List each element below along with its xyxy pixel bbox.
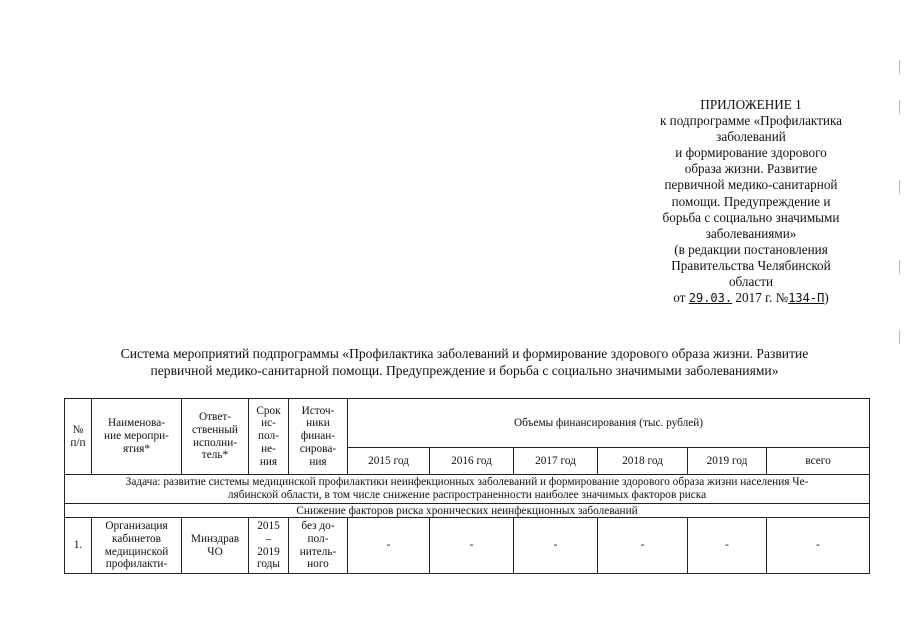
- row-name: Организация кабинетов медицинской профилакти-: [92, 518, 182, 574]
- resolution-date-line: [620, 290, 882, 306]
- header-num: № п/п: [65, 399, 92, 475]
- date-year: 2017 г. №: [735, 290, 789, 306]
- row-value-2018: -: [598, 518, 688, 574]
- row-value-2015: -: [348, 518, 430, 574]
- header-name: Наименова- ние меропри- ятия*: [92, 399, 182, 475]
- appendix-line: заболеваниями»: [705, 225, 797, 241]
- resolution-number: 134-П: [788, 291, 825, 306]
- header-year-2017: 2017 год: [514, 448, 598, 475]
- appendix-line: области: [728, 274, 774, 290]
- resolution-date: 29.03.: [688, 291, 733, 306]
- row-value-2016: -: [430, 518, 514, 574]
- appendix-block: [620, 97, 882, 306]
- appendix-line: Правительства Челябинской: [671, 257, 831, 273]
- row-num: 1.: [65, 518, 92, 574]
- appendix-line: борьба с социально значимыми: [662, 209, 840, 225]
- date-prefix: от: [673, 290, 686, 306]
- header-year-2015: 2015 год: [348, 448, 430, 475]
- appendix-line: первичной медико-санитарной: [664, 177, 838, 193]
- task-text: Задача: развитие системы медицинской профилактики неинфекционных заболеваний и формирование здорового образа жизни населения Че- лябинской области, в том числе снижение распространенности наиболее значимых факторов риска: [65, 475, 870, 504]
- system-title-line: первичной медико-санитарной помощи. Предупреждение и борьба с социально значимыми заболеваниями»: [150, 363, 779, 378]
- row-executor: Минздрав ЧО: [182, 518, 249, 574]
- measures-table: [64, 398, 870, 574]
- section-row: [65, 504, 870, 518]
- row-value-total: -: [767, 518, 870, 574]
- appendix-heading: ПРИЛОЖЕНИЕ 1: [700, 97, 802, 112]
- row-value-2019: -: [688, 518, 767, 574]
- appendix-line: (в редакции постановления: [674, 241, 828, 257]
- header-year-2019: 2019 год: [688, 448, 767, 475]
- header-financing: Объемы финансирования (тыс. рублей): [348, 399, 870, 448]
- system-title-line: Система мероприятий подпрограммы «Профилактика заболеваний и формирование здорового образа жизни. Развитие: [120, 346, 809, 361]
- scan-margin-marks: [897, 60, 903, 360]
- header-term: Срок ис- пол- не- ния: [249, 399, 289, 475]
- row-term: 2015 – 2019 годы: [249, 518, 289, 574]
- table-row: [65, 518, 870, 574]
- date-suffix: ): [824, 290, 829, 306]
- appendix-line: и формирование здорового: [675, 145, 827, 161]
- row-value-2017: -: [514, 518, 598, 574]
- row-source: без до- пол- нитель- ного: [289, 518, 348, 574]
- system-title: [52, 345, 877, 379]
- appendix-line: заболеваний: [716, 129, 786, 145]
- header-total: всего: [767, 448, 870, 475]
- header-year-2018: 2018 год: [598, 448, 688, 475]
- header-source: Источ- ники финан- сирова- ния: [289, 399, 348, 475]
- header-executor: Ответ- ственный исполни- тель*: [182, 399, 249, 475]
- header-row: [65, 399, 870, 448]
- task-row: [65, 475, 870, 504]
- section-title: Снижение факторов риска хронических неинфекционных заболеваний: [65, 504, 870, 518]
- header-year-2016: 2016 год: [430, 448, 514, 475]
- appendix-line: образа жизни. Развитие: [684, 161, 818, 177]
- appendix-line: помощи. Предупреждение и: [671, 193, 831, 209]
- appendix-line: к подпрограмме «Профилактика: [659, 113, 843, 129]
